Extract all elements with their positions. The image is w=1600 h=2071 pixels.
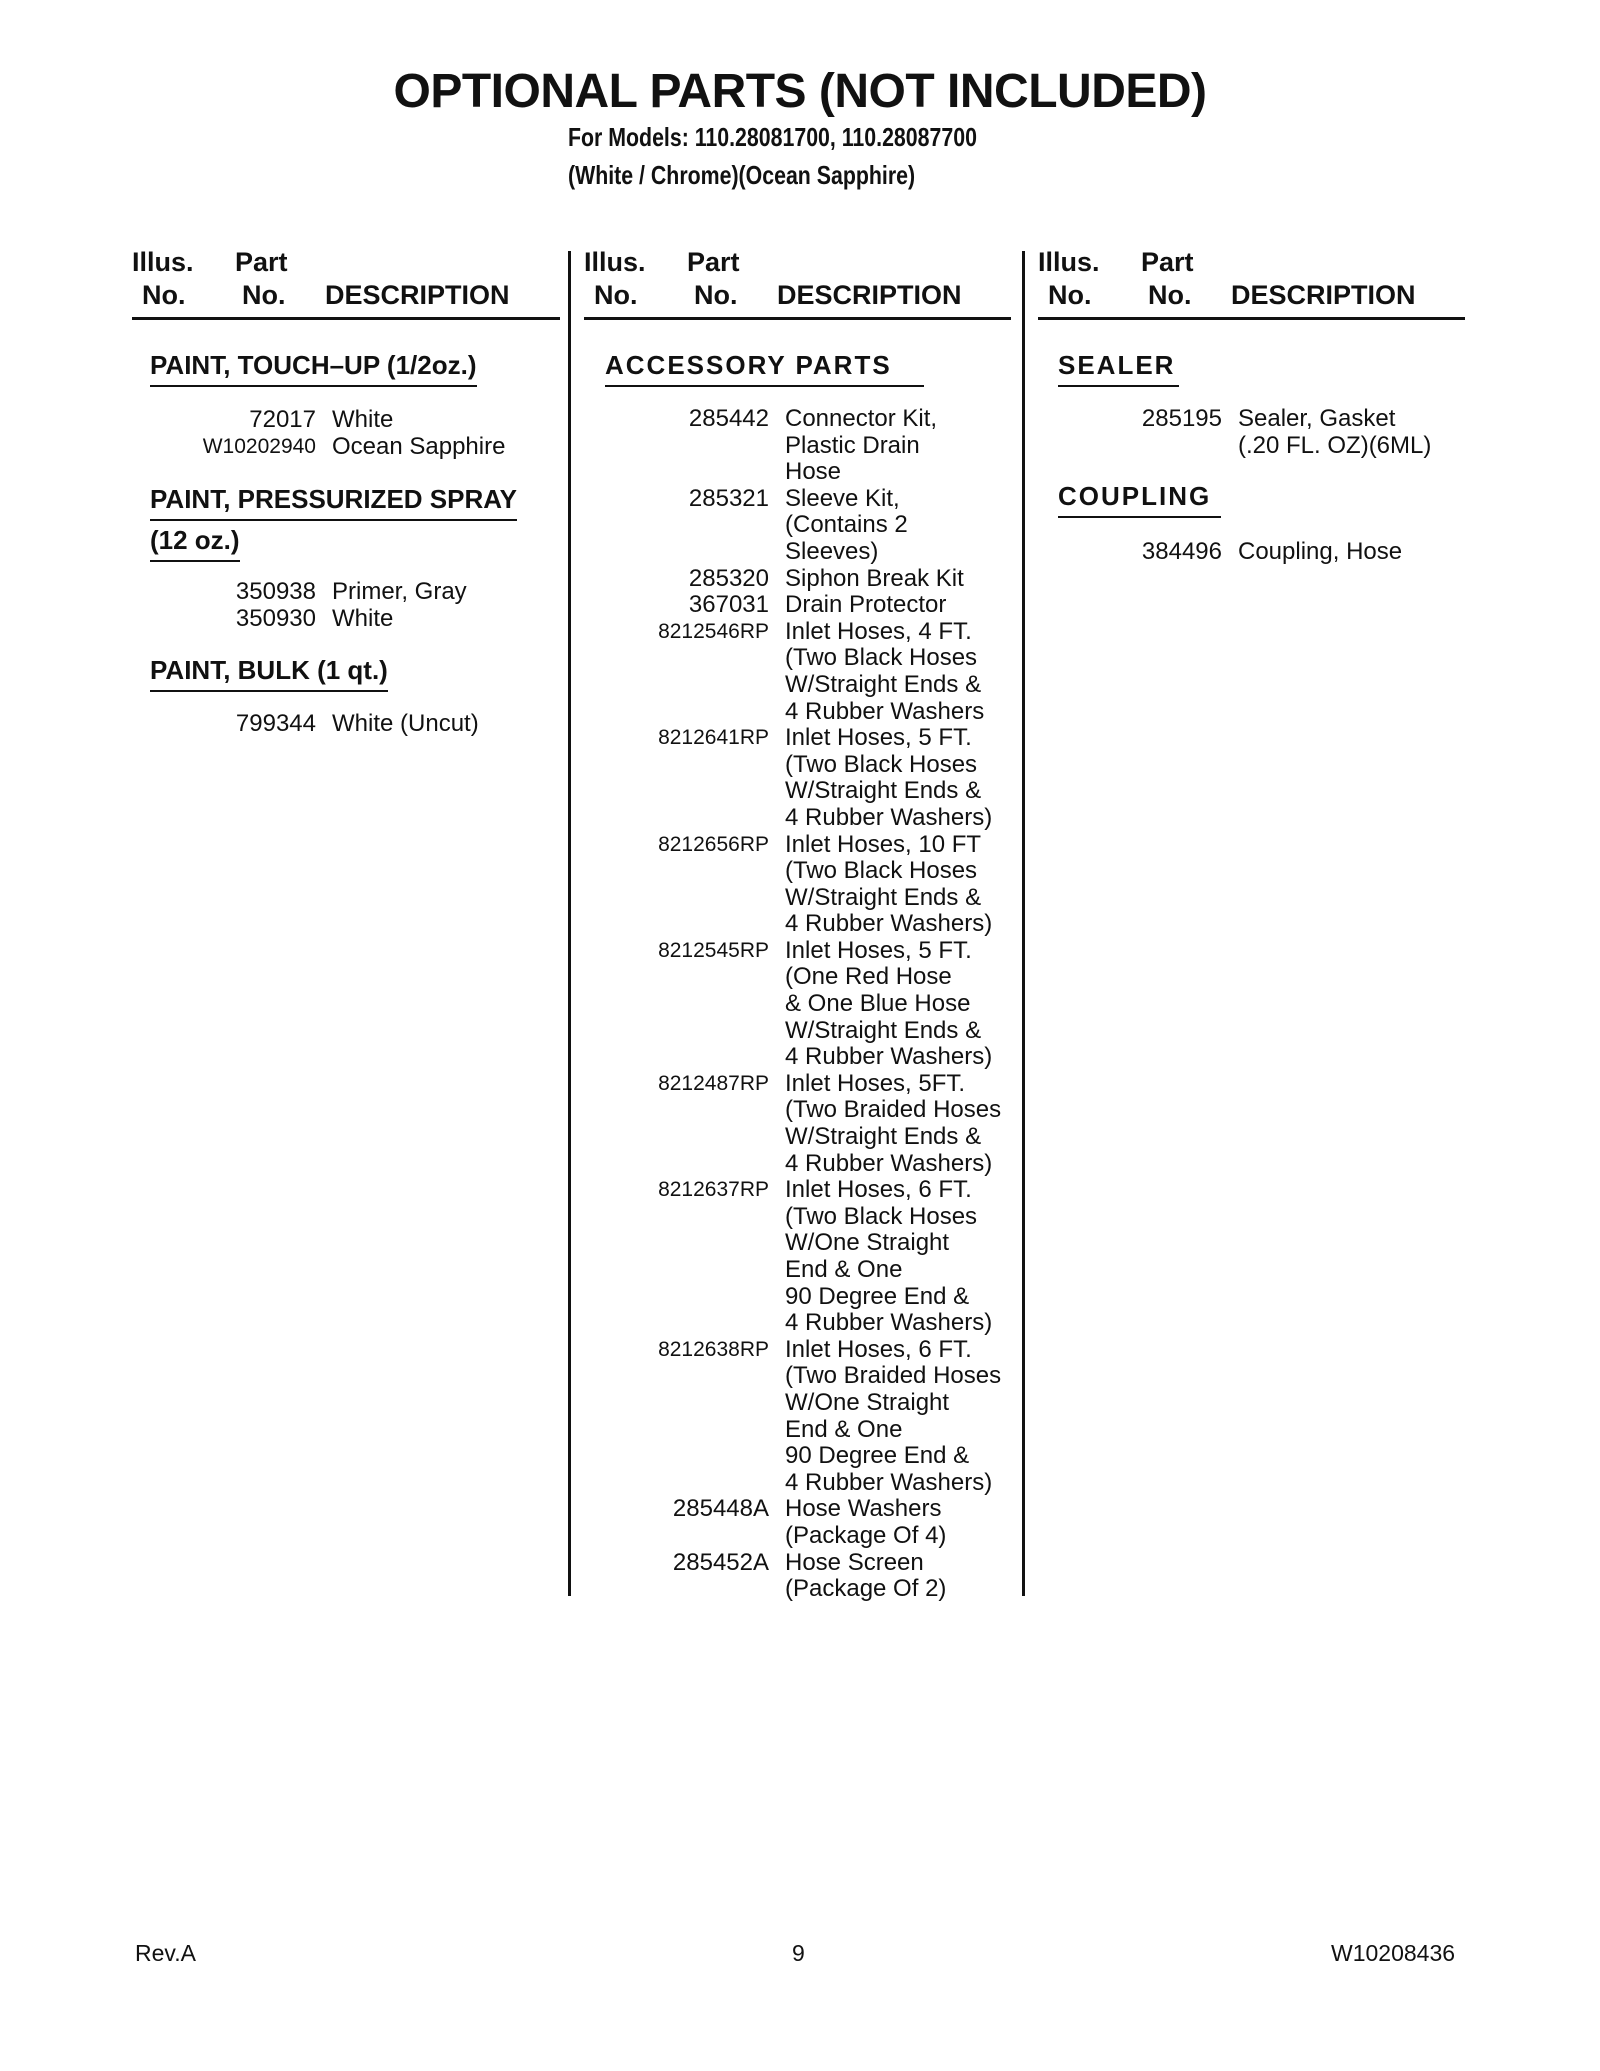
- list-item: [658, 1335, 1002, 1497]
- part-number: 8212641RP: [658, 726, 769, 750]
- section-paint-spray-line1: PAINT, PRESSURIZED SPRAY: [150, 484, 517, 521]
- part-description: White (Uncut): [332, 710, 479, 737]
- header-illus-no: No.: [1048, 280, 1092, 310]
- list-item: [235, 604, 467, 633]
- part-description: Drain Protector: [785, 591, 947, 619]
- part-number: 285320: [688, 564, 769, 592]
- touchup-list: [202, 406, 506, 460]
- column-divider: [1022, 251, 1025, 1596]
- part-description: Ocean Sapphire: [332, 432, 506, 460]
- part-number: 285448A: [672, 1495, 769, 1523]
- part-description: Inlet Hoses, 5 FT. (One Red Hose & One Blue Hose W/Straight Ends & 4 Rubber Washers): [785, 936, 993, 1071]
- header-illus-no: No.: [142, 280, 186, 310]
- part-number: 8212545RP: [658, 938, 769, 962]
- section-paint-bulk: PAINT, BULK (1 qt.): [150, 655, 388, 692]
- list-item: [672, 1495, 1001, 1549]
- header-illus: Illus.: [584, 247, 646, 277]
- part-number: 285442: [688, 405, 769, 432]
- part-number: 8212638RP: [658, 1337, 769, 1361]
- part-description: Inlet Hoses, 6 FT. (Two Black Hoses W/One Straight End & One 90 Degree End & 4 Rubber Washers): [785, 1176, 993, 1337]
- models-variant-line: (White / Chrome)(Ocean Sapphire): [568, 160, 916, 190]
- header-description: DESCRIPTION: [325, 280, 510, 310]
- part-number: 285195: [1141, 405, 1222, 432]
- spray-list: [235, 578, 467, 632]
- column-divider: [568, 251, 571, 1596]
- part-number: 285452A: [672, 1548, 769, 1576]
- part-description: Coupling, Hose: [1238, 538, 1403, 565]
- header-illus: Illus.: [1038, 247, 1100, 277]
- part-number: 8212656RP: [658, 832, 769, 856]
- list-item: [658, 1069, 1002, 1177]
- accessory-list: [658, 405, 1002, 1603]
- models-block: [568, 118, 977, 194]
- list-item: [658, 830, 1001, 938]
- list-item: [658, 936, 1001, 1071]
- column-3: [1038, 247, 1465, 320]
- list-item: [688, 564, 1001, 593]
- header-part-no: No.: [242, 280, 286, 310]
- header-illus-no: No.: [594, 280, 638, 310]
- part-description: White: [332, 604, 394, 632]
- column-header: [584, 247, 1011, 320]
- list-item: [249, 406, 505, 434]
- list-item: [658, 617, 1001, 725]
- list-item: [688, 484, 1001, 566]
- part-number: 350930: [235, 604, 316, 632]
- part-description: Inlet Hoses, 4 FT. (Two Black Hoses W/Straight Ends & 4 Rubber Washers: [785, 617, 985, 725]
- header-part: Part: [687, 247, 740, 277]
- models-line: For Models: 110.28081700, 110.28087700: [568, 122, 977, 152]
- part-number: 8212487RP: [658, 1071, 769, 1095]
- header-part: Part: [1141, 247, 1194, 277]
- section-paint-spray-line2: (12 oz.): [150, 525, 240, 562]
- part-description: Siphon Break Kit: [785, 564, 964, 592]
- list-item: [1141, 538, 1403, 566]
- header-part-no: No.: [1148, 280, 1192, 310]
- part-description: Inlet Hoses, 10 FT (Two Black Hoses W/Straight Ends & 4 Rubber Washers): [785, 830, 993, 938]
- header-part: Part: [235, 247, 288, 277]
- part-number: 8212637RP: [658, 1178, 769, 1202]
- part-description: Inlet Hoses, 6 FT. (Two Braided Hoses W/One Straight End & One 90 Degree End & 4 Rubber Washers): [785, 1335, 1002, 1496]
- header-description: DESCRIPTION: [777, 280, 962, 310]
- list-item: [235, 578, 467, 606]
- column-header: [1038, 247, 1465, 320]
- header-illus: Illus.: [132, 247, 194, 277]
- part-number: 8212546RP: [658, 619, 769, 643]
- list-item: [688, 405, 1001, 486]
- header-part-no: No.: [694, 280, 738, 310]
- part-number: 799344: [235, 710, 316, 737]
- header-description: DESCRIPTION: [1231, 280, 1416, 310]
- part-description: Inlet Hoses, 5 FT. (Two Black Hoses W/Straight Ends & 4 Rubber Washers): [785, 724, 993, 831]
- section-accessory-parts: ACCESSORY PARTS: [605, 350, 924, 387]
- coupling-list: [1141, 538, 1403, 566]
- part-number: 384496: [1141, 538, 1222, 565]
- part-number: 367031: [688, 591, 769, 619]
- section-coupling: COUPLING: [1058, 481, 1221, 518]
- part-description: Connector Kit, Plastic Drain Hose: [785, 405, 938, 486]
- column-1: [132, 247, 560, 320]
- footer-page-number: 9: [792, 1940, 805, 1966]
- footer-revision: Rev.A: [135, 1940, 196, 1966]
- bulk-list: [235, 710, 479, 738]
- part-description: Primer, Gray: [332, 578, 467, 605]
- list-item: [658, 724, 1001, 831]
- section-sealer: SEALER: [1058, 350, 1179, 387]
- part-number: 350938: [235, 578, 316, 605]
- section-paint-touchup: PAINT, TOUCH–UP (1/2oz.): [150, 350, 477, 387]
- list-item: [202, 432, 506, 461]
- footer-document-number: W10208436: [1331, 1940, 1456, 1966]
- part-description: Sleeve Kit, (Contains 2 Sleeves): [785, 484, 908, 565]
- part-number: 285321: [688, 484, 769, 512]
- sealer-list: [1141, 405, 1432, 459]
- part-number: 72017: [249, 406, 316, 433]
- column-header: [132, 247, 560, 320]
- list-item: [658, 1176, 1001, 1337]
- part-number: W10202940: [202, 434, 316, 458]
- list-item: [1141, 405, 1432, 459]
- list-item: [235, 710, 479, 738]
- list-item: [672, 1548, 1001, 1603]
- list-item: [688, 591, 1001, 619]
- page-title: OPTIONAL PARTS (NOT INCLUDED): [393, 65, 1207, 118]
- part-description: Inlet Hoses, 5FT. (Two Braided Hoses W/Straight Ends & 4 Rubber Washers): [785, 1069, 1002, 1177]
- part-description: Hose Screen (Package Of 2): [785, 1548, 947, 1603]
- part-description: Hose Washers (Package Of 4): [785, 1495, 947, 1549]
- column-2: [584, 247, 1011, 320]
- section-paint-spray: [150, 484, 517, 566]
- part-description: Sealer, Gasket (.20 FL. OZ)(6ML): [1238, 405, 1432, 459]
- part-description: White: [332, 406, 394, 433]
